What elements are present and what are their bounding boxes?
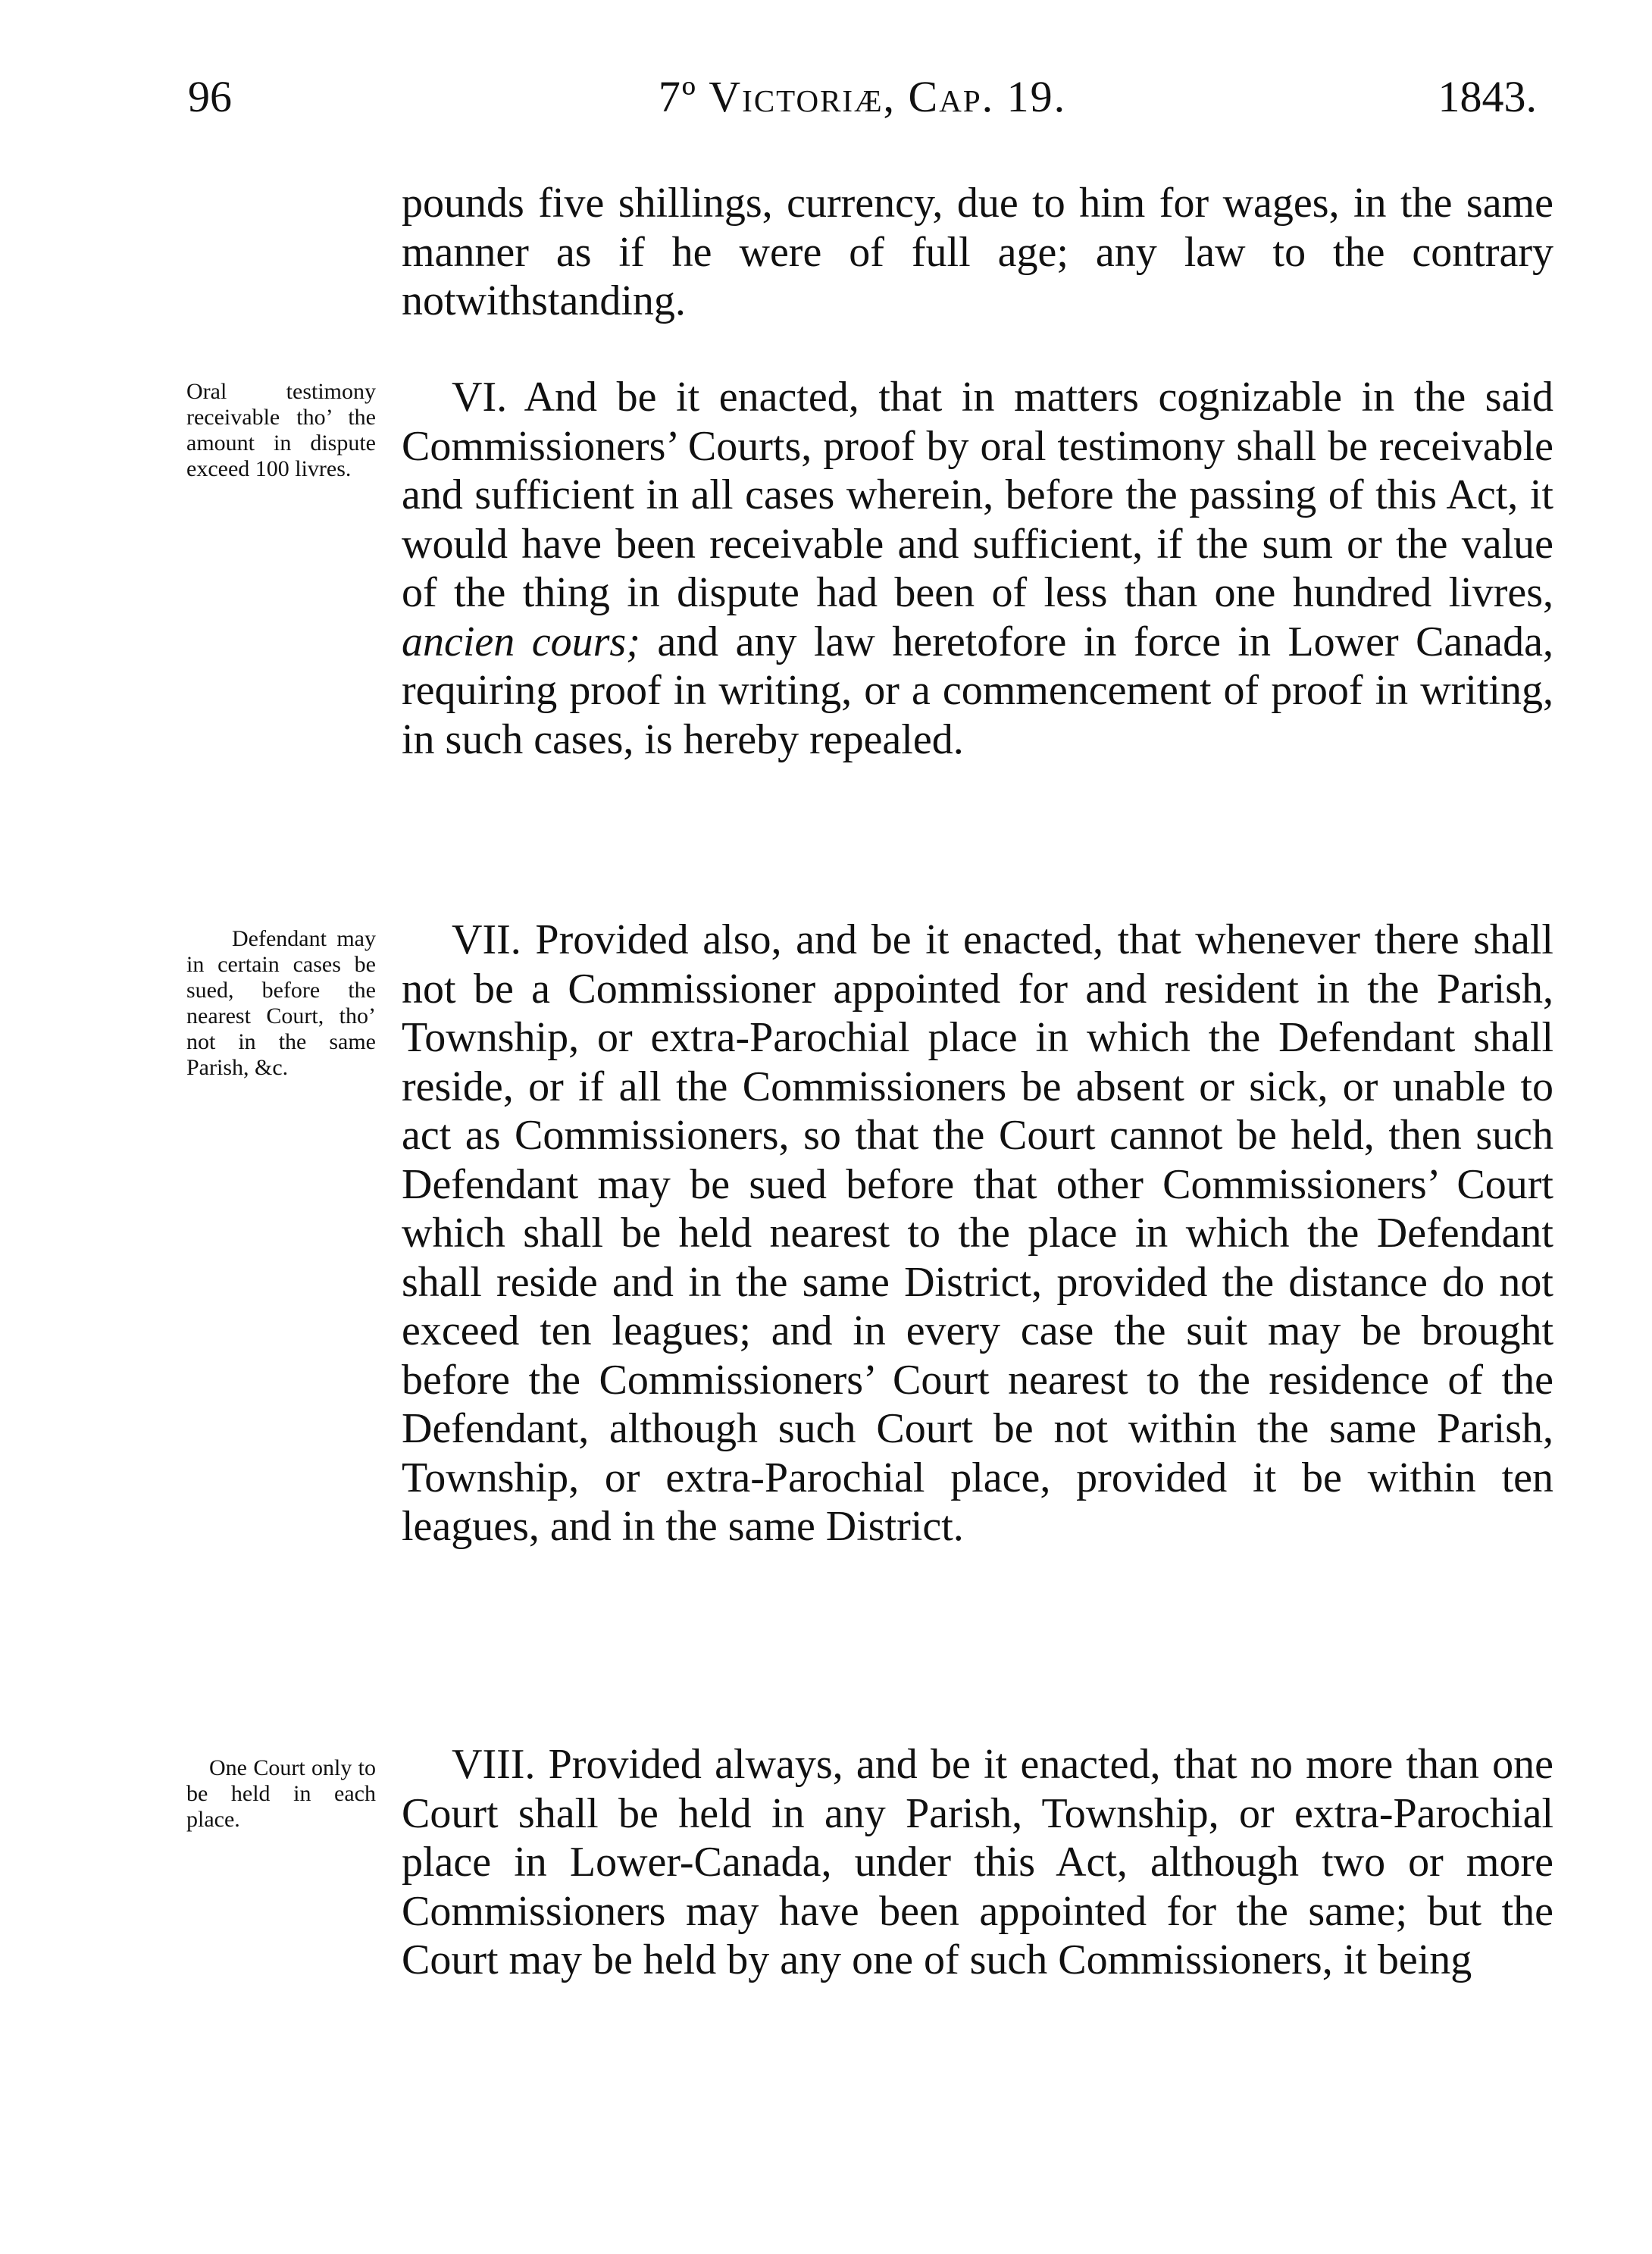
section-7-paragraph: [402, 916, 1553, 1551]
section-7-text: Provided also, and be it enacted, that whenever there shall not be a Commissioner appointed for and resident in the Parish, Township, or extra-Parochial place in which the Defendant shall reside, or if all the Commissioners be absent or sick, or unable to act as Commissioners, so that the Court cannot be held, then such Defendant may be sued before that other Commissioners’ Court which shall be held nearest to the place in which the Defendant shall reside and in the same District, provided the distance do not exceed ten leagues; and in every case the suit may be brought before the Commissioners’ Court nearest to the residence of the Defendant, although such Court be not within the same Parish, Township, or extra-Parochial place, provided it be within ten leagues, and in the same District.: [402, 916, 1553, 1550]
marginal-note-section-8: One Court only to be held in each place.: [186, 1755, 376, 1832]
section-7-number: VII.: [452, 916, 521, 963]
section-8: [402, 1740, 1553, 1985]
marginal-note-section-7: Defendant may in certain cases be sued, before the nearest Court, tho’ not in the same Parish, &c.: [186, 926, 376, 1080]
section-6-number: VI.: [452, 374, 508, 421]
section-6-text-end: and any law heretofore in force in Lower Canada, requiring proof in writing, or a commencement of proof in writing, in such cases, is hereby repealed.: [402, 618, 1553, 763]
marginal-note-section-6: Oral testimony receivable tho’ the amount in dispute exceed 100 livres.: [186, 379, 376, 481]
section-8-paragraph: [402, 1740, 1553, 1985]
section-6-italic: ancien cours;: [402, 618, 640, 665]
continuation-text: pounds five shillings, currency, due to him for wages, in the same manner as if he were of full age; any law to the contrary notwithstanding.: [402, 180, 1553, 324]
continuation-paragraph: [402, 179, 1553, 326]
page-header: [188, 67, 1537, 127]
section-7: [402, 916, 1553, 1551]
section-6-paragraph: [402, 373, 1553, 764]
section-6: [402, 373, 1553, 764]
section-8-number: VIII.: [452, 1741, 536, 1788]
section-6-text: And be it enacted, that in matters cognizable in the said Commissioners’ Courts, proof by oral testimony shall be receivable and sufficient in all cases wherein, before the passing of this Act, it would have been receivable and sufficient, if the sum or the value of the thing in dispute had been of less than one hundred livres,: [402, 374, 1553, 616]
running-title: 7º Victoriæ, Cap. 19.: [658, 72, 1067, 121]
page-number: 96: [188, 72, 232, 121]
section-8-text: Provided always, and be it enacted, that no more than one Court shall be held in any Parish, Township, or extra-Parochial place in Lower-Canada, under this Act, although two or more Commissioners may have been appointed for the same; but the Court may be held by any one of such Commissioners, it being: [402, 1741, 1554, 1983]
page-year: 1843.: [1438, 72, 1537, 121]
